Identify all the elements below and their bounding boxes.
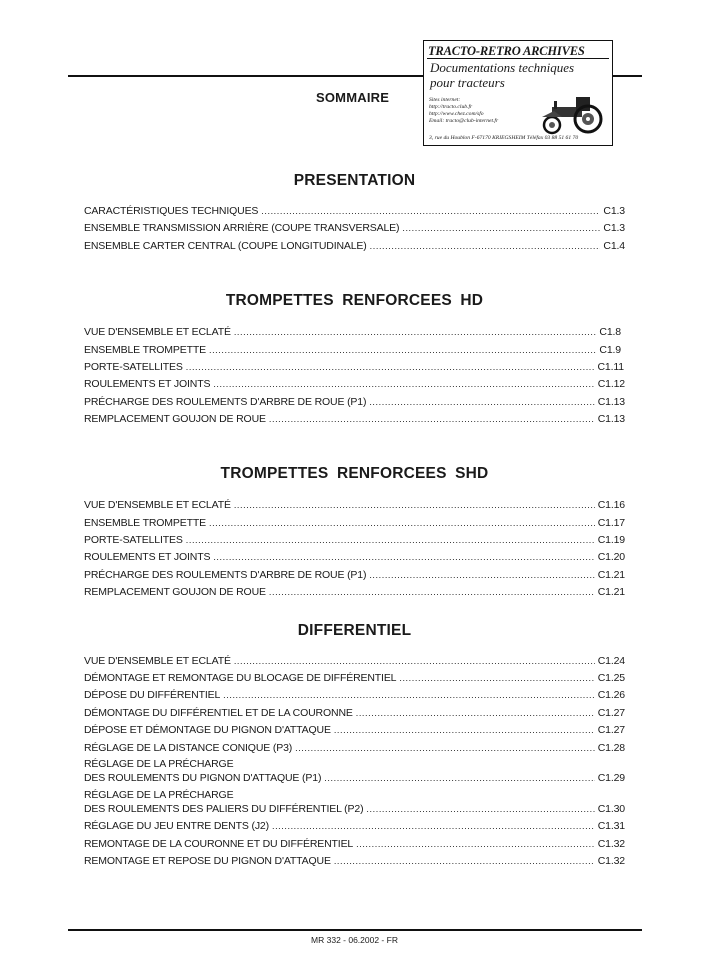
stamp-divider xyxy=(427,58,609,59)
toc-entry-page: C1.27 xyxy=(597,707,625,719)
toc-entry-title: DÉPOSE ET DÉMONTAGE DU PIGNON D'ATTAQUE xyxy=(84,724,331,736)
tractor-icon xyxy=(532,93,608,135)
toc-entry[interactable] xyxy=(84,205,625,218)
toc-entry-title: REMONTAGE ET REPOSE DU PIGNON D'ATTAQUE xyxy=(84,855,331,867)
toc-entry[interactable] xyxy=(84,396,625,409)
toc-entry[interactable] xyxy=(84,499,625,512)
stamp-site-2: http://www.chez.com/sfo xyxy=(429,111,484,117)
toc-entry[interactable] xyxy=(84,772,625,785)
toc-entry-page: C1.24 xyxy=(597,655,625,667)
toc-entry-title: RÉGLAGE DE LA DISTANCE CONIQUE (P3) xyxy=(84,742,293,754)
toc-entry[interactable] xyxy=(84,361,624,374)
toc-entry-title: VUE D'ENSEMBLE ET ECLATÉ xyxy=(84,326,231,338)
toc-entry-title: PORTE-SATELLITES xyxy=(84,361,183,373)
toc-entry[interactable] xyxy=(84,344,621,357)
toc-entry-title: RÉGLAGE DU JEU ENTRE DENTS (J2) xyxy=(84,820,269,832)
toc-entry-title: PORTE-SATELLITES xyxy=(84,534,183,546)
toc-entry-title: DÉMONTAGE ET REMONTAGE DU BLOCAGE DE DIFFÉRENTIEL xyxy=(84,672,397,684)
toc-entry-page: C1.9 xyxy=(599,344,621,356)
toc-entry[interactable] xyxy=(84,707,625,720)
toc-entry-page: C1.32 xyxy=(597,855,625,867)
toc-entry-page: C1.21 xyxy=(597,586,625,598)
toc-entry-page: C1.29 xyxy=(597,772,625,784)
toc-entry[interactable] xyxy=(84,742,625,755)
toc-entry[interactable] xyxy=(84,326,621,339)
toc-entry[interactable] xyxy=(84,689,625,702)
section-title-trompettes-shd: TROMPETTES RENFORCEES SHD xyxy=(220,465,489,482)
stamp-sites-label: Sites internet: xyxy=(429,97,461,103)
toc-entry[interactable] xyxy=(84,672,625,685)
toc-entry-title: ENSEMBLE CARTER CENTRAL (COUPE LONGITUDINALE) xyxy=(84,240,367,252)
toc-entry-page: C1.25 xyxy=(597,672,625,684)
footer-reference: MR 332 - 06.2002 - FR xyxy=(311,935,398,945)
toc-entry[interactable] xyxy=(84,820,625,833)
section-title-differentiel: DIFFERENTIEL xyxy=(297,622,412,639)
section-title-trompettes-hd: TROMPETTES RENFORCEES HD xyxy=(225,292,484,309)
toc-entry-line-1[interactable]: RÉGLAGE DE LA PRÉCHARGE xyxy=(84,758,234,770)
toc-entry-title: PRÉCHARGE DES ROULEMENTS D'ARBRE DE ROUE (P1) xyxy=(84,396,367,408)
toc-entry-page: C1.19 xyxy=(597,534,625,546)
toc-entry[interactable] xyxy=(84,803,625,816)
bottom-rule xyxy=(68,929,642,931)
toc-entry-title: PRÉCHARGE DES ROULEMENTS D'ARBRE DE ROUE (P1) xyxy=(84,569,367,581)
toc-entry-title: DÉPOSE DU DIFFÉRENTIEL xyxy=(84,689,221,701)
toc-entry[interactable] xyxy=(84,724,625,737)
toc-entry[interactable] xyxy=(84,569,625,582)
section-title-presentation: PRESENTATION xyxy=(293,172,416,189)
toc-entry-page: C1.28 xyxy=(597,742,625,754)
toc-entry-title: REMPLACEMENT GOUJON DE ROUE xyxy=(84,586,266,598)
stamp-subtitle-2: pour tracteurs xyxy=(430,75,505,90)
toc-entry[interactable] xyxy=(84,855,625,868)
toc-entry-title: REMONTAGE DE LA COURONNE ET DU DIFFÉRENTIEL xyxy=(84,838,354,850)
archive-stamp xyxy=(423,40,613,146)
toc-entry-title: ROULEMENTS ET JOINTS xyxy=(84,551,211,563)
toc-entry-page: C1.17 xyxy=(597,517,625,529)
toc-entry[interactable] xyxy=(84,534,625,547)
toc-entry-page: C1.12 xyxy=(597,378,625,390)
toc-entry-page: C1.3 xyxy=(603,205,625,217)
toc-entry-page: C1.3 xyxy=(603,222,625,234)
toc-entry-title: DES ROULEMENTS DU PIGNON D'ATTAQUE (P1) xyxy=(84,772,322,784)
toc-entry-title: ROULEMENTS ET JOINTS xyxy=(84,378,211,390)
toc-entry-page: C1.31 xyxy=(597,820,625,832)
toc-entry-page: C1.21 xyxy=(597,569,625,581)
toc-entry-title: DÉMONTAGE DU DIFFÉRENTIEL ET DE LA COURONNE xyxy=(84,707,353,719)
toc-entry-title: DES ROULEMENTS DES PALIERS DU DIFFÉRENTIEL (P2) xyxy=(84,803,364,815)
toc-entry-page: C1.27 xyxy=(597,724,625,736)
toc-entry[interactable] xyxy=(84,517,625,530)
toc-entry-page: C1.16 xyxy=(597,499,625,511)
toc-entry[interactable] xyxy=(84,378,625,391)
toc-entry-title: VUE D'ENSEMBLE ET ECLATÉ xyxy=(84,499,231,511)
stamp-title: TRACTO-RETRO ARCHIVES xyxy=(428,44,585,58)
toc-entry-page: C1.32 xyxy=(597,838,625,850)
toc-entry-page: C1.11 xyxy=(597,361,624,373)
toc-entry[interactable] xyxy=(84,413,625,426)
toc-entry[interactable] xyxy=(84,586,625,599)
stamp-email: Email: tracto@club-internet.fr xyxy=(429,118,499,124)
toc-entry-title: CARACTÉRISTIQUES TECHNIQUES xyxy=(84,205,259,217)
toc-entry-title: ENSEMBLE TRANSMISSION ARRIÈRE (COUPE TRANSVERSALE) xyxy=(84,222,400,234)
toc-entry-title: ENSEMBLE TROMPETTE xyxy=(84,344,206,356)
stamp-address: 3, rue du Houblon F-67170 KRIEGSHEIM Téléfax 03 88 51 61 70 xyxy=(429,135,579,141)
toc-entry-title: ENSEMBLE TROMPETTE xyxy=(84,517,206,529)
toc-entry[interactable] xyxy=(84,838,625,851)
toc-entry-page: C1.8 xyxy=(599,326,621,338)
sommaire-heading: SOMMAIRE xyxy=(316,90,390,105)
stamp-site-1: http://tracto.club.fr xyxy=(429,104,473,110)
toc-entry-page: C1.20 xyxy=(597,551,625,563)
toc-entry[interactable] xyxy=(84,655,625,668)
toc-entry-page: C1.13 xyxy=(597,413,625,425)
toc-entry[interactable] xyxy=(84,240,625,253)
toc-entry-page: C1.30 xyxy=(597,803,625,815)
toc-entry[interactable] xyxy=(84,551,625,564)
stamp-subtitle-1: Documentations techniques xyxy=(430,60,575,75)
toc-entry-title: VUE D'ENSEMBLE ET ECLATÉ xyxy=(84,655,231,667)
toc-entry-page: C1.4 xyxy=(603,240,625,252)
toc-entry[interactable] xyxy=(84,222,625,235)
toc-entry-title: REMPLACEMENT GOUJON DE ROUE xyxy=(84,413,266,425)
toc-entry-page: C1.26 xyxy=(597,689,625,701)
toc-entry-page: C1.13 xyxy=(597,396,625,408)
toc-entry-line-1[interactable]: RÉGLAGE DE LA PRÉCHARGE xyxy=(84,789,234,801)
